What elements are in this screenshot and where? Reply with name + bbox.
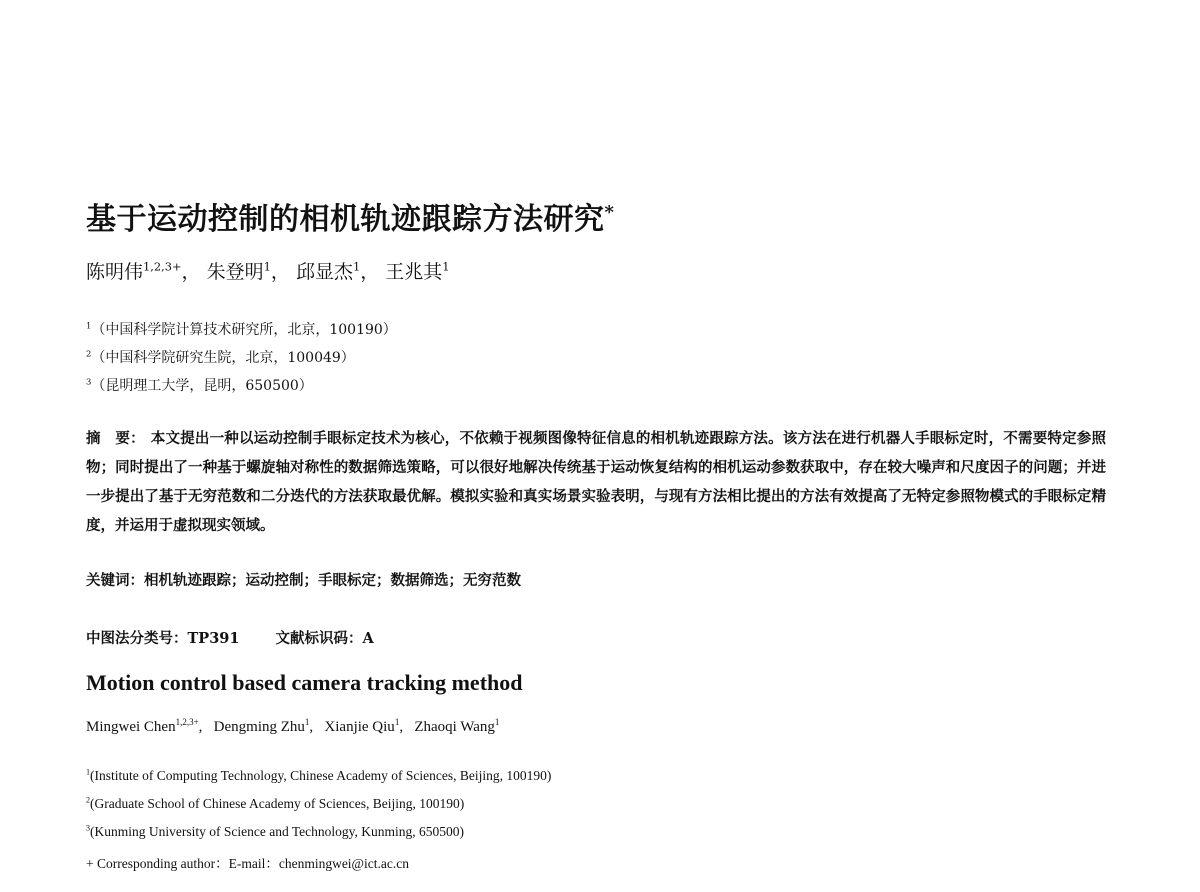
author-affiliation-mark: 1 (394, 717, 400, 727)
abstract-label: 摘 要： (86, 430, 145, 447)
affiliation-text: （昆明理工大学，昆明，650500） (91, 378, 313, 394)
author-name: Dengming Zhu (213, 719, 305, 735)
affiliation-number: 2 (86, 795, 91, 805)
author-affiliation-mark: 1 (442, 259, 450, 274)
clc-label: 中图法分类号： (86, 630, 188, 647)
author-cn (86, 261, 201, 283)
author-name: Zhaoqi Wang (414, 719, 495, 735)
author-separator: , (309, 719, 321, 735)
abstract-cn (86, 424, 1106, 540)
author-list-cn (86, 257, 450, 284)
affiliation-cn (86, 319, 397, 339)
author-name: 朱登明 (206, 261, 264, 283)
title-footnote-mark: * (604, 202, 615, 223)
affiliation-cn (86, 347, 355, 367)
affiliation-en (86, 796, 464, 812)
author-affiliation-mark: 1,2,3+ (143, 259, 182, 274)
author-cn (296, 261, 379, 283)
corresponding-author: + Corresponding author：E-mail：chenmingwei@ict.ac.cn (86, 856, 409, 871)
classification-line (86, 627, 374, 648)
author-affiliation-mark: 1,2,3+ (175, 717, 199, 727)
clc-value: TP391 (187, 630, 240, 647)
paper-title-cn-text: 基于运动控制的相机轨迹跟踪方法研究 (86, 202, 605, 237)
affiliation-number: 2 (86, 348, 92, 359)
affiliation-text: （中国科学院计算技术研究所，北京，100190） (91, 322, 397, 338)
doc-code-label: 文献标识码： (275, 630, 363, 647)
author-affiliation-mark: 1 (304, 717, 310, 727)
doc-code-value: A (362, 630, 374, 647)
affiliation-en (86, 768, 551, 784)
paper-title-cn (86, 194, 614, 238)
author-name: 邱显杰 (295, 261, 353, 283)
author-separator: , (399, 719, 411, 735)
affiliation-number: 3 (86, 823, 91, 833)
author-separator: , (198, 719, 210, 735)
abstract-text: 本文提出一种以运动控制手眼标定技术为核心，不依赖于视频图像特征信息的相机轨迹跟踪方法。该方法在进行机器人手眼标定时，不需要特定参照物；同时提出了一种基于螺旋轴对称性的数据筛选策略，可以很好地解决传统基于运动恢复结构的相机运动参数获取中，存在较大噪声和尺度因子的问题；并进一步提出了基于无穷范数和二分迭代的方法获取最优解。模拟实验和真实场景实验表明，与现有方法相比提出的方法有效提高了无特定参照物模式的手眼标定精度，并运用于虚拟现实领域。 (86, 430, 1106, 534)
author-name: 王兆其 (385, 261, 443, 283)
author-en (414, 719, 499, 735)
author-affiliation-mark: 1 (352, 259, 361, 274)
affiliation-text: （中国科学院研究生院，北京，100049） (91, 350, 355, 366)
keywords-label: 关键词： (86, 572, 144, 589)
affiliation-number: 1 (86, 320, 92, 331)
paper-title-en: Motion control based camera tracking method (86, 670, 523, 695)
affiliation-text: (Kunming University of Science and Technology, Kunming, 650500) (90, 824, 465, 839)
affiliation-number: 1 (86, 767, 91, 777)
author-list-en (86, 719, 499, 736)
affiliation-cn (86, 375, 313, 395)
author-en (214, 719, 321, 735)
author-separator: ， (181, 261, 201, 283)
author-name: Mingwei Chen (86, 719, 176, 735)
author-name: Xianjie Qiu (324, 719, 395, 735)
affiliation-number: 3 (86, 376, 92, 387)
affiliation-text: (Graduate School of Chinese Academy of Sciences, Beijing, 100190) (90, 796, 465, 811)
author-separator: ， (270, 261, 290, 283)
author-affiliation-mark: 1 (494, 717, 500, 727)
author-cn (385, 261, 449, 283)
author-name: 陈明伟 (86, 261, 144, 283)
keywords-text: 相机轨迹跟踪；运动控制；手眼标定；数据筛选；无穷范数 (144, 572, 521, 589)
author-affiliation-mark: 1 (263, 259, 271, 274)
author-en (324, 719, 410, 735)
keywords-cn (86, 569, 521, 590)
affiliation-en (86, 824, 464, 840)
author-cn (207, 261, 290, 283)
author-separator: ， (360, 261, 380, 283)
affiliation-text: (Institute of Computing Technology, Chinese Academy of Sciences, Beijing, 100190) (90, 768, 552, 783)
author-en (86, 719, 210, 735)
